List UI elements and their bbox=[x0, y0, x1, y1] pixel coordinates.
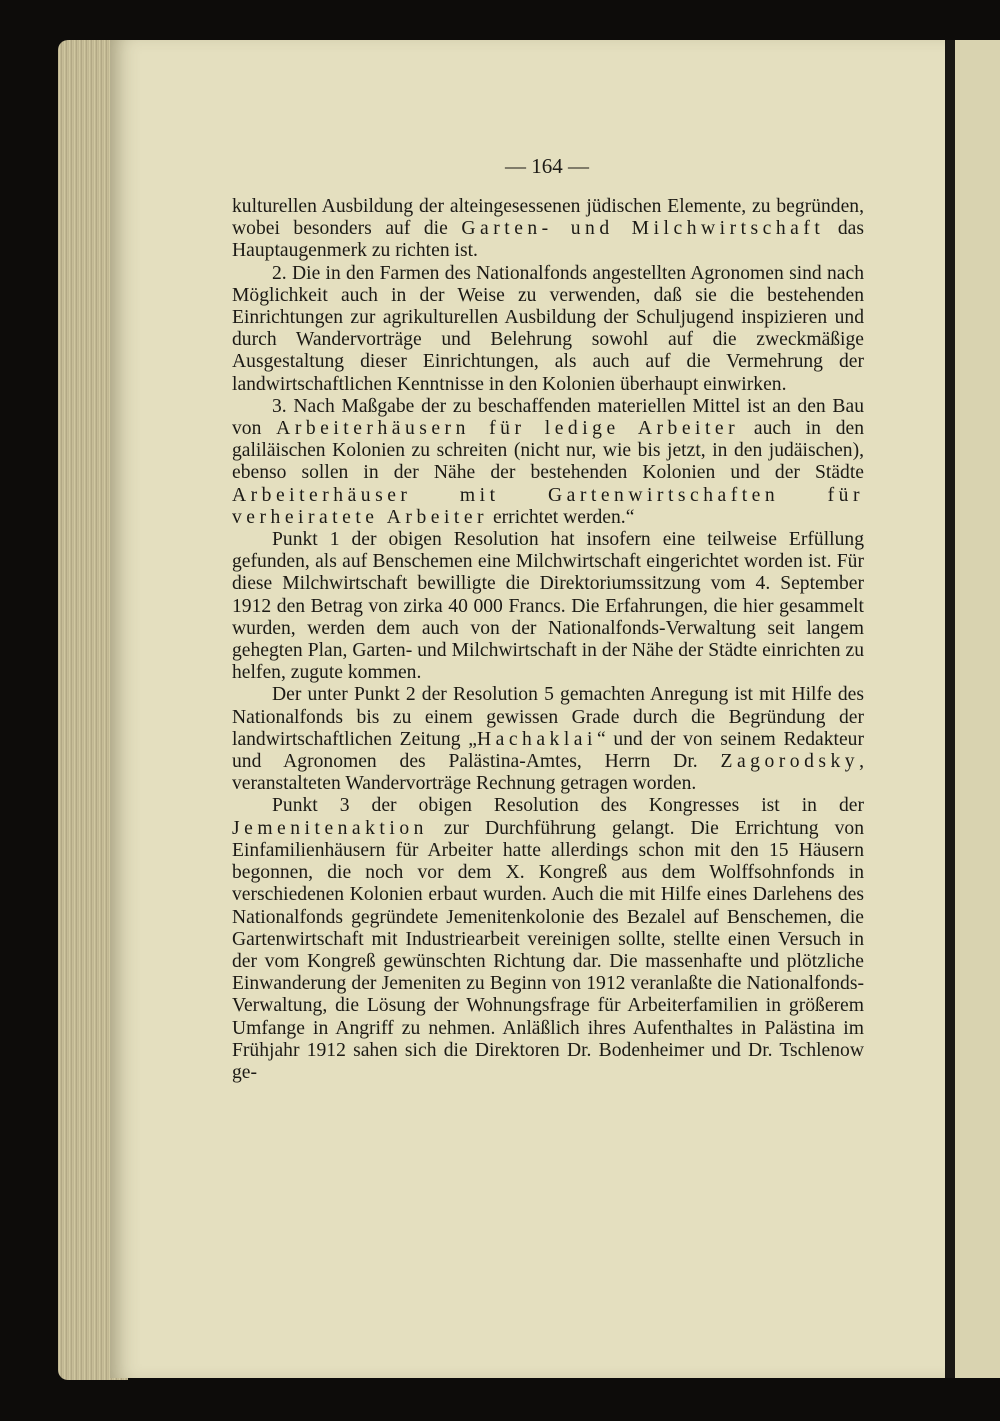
spaced-emphasis: Garten- und Milchwirtschaft bbox=[461, 218, 825, 240]
paragraph bbox=[232, 795, 864, 1084]
book-gutter bbox=[945, 40, 955, 1378]
spaced-emphasis: Zagorodsky bbox=[720, 751, 860, 773]
text-run: 3. Nach Maßgabe der zu beschaffenden materiellen Mittel ist an den Bau von bbox=[232, 395, 864, 440]
paragraph bbox=[232, 263, 864, 396]
facing-page-edge bbox=[955, 40, 1000, 1378]
spaced-emphasis: Hachaklai bbox=[477, 728, 597, 750]
paragraph bbox=[232, 684, 864, 795]
paragraph bbox=[232, 529, 864, 684]
spaced-emphasis: Arbeiterhäusern für ledige Arbeiter bbox=[276, 418, 740, 440]
text-run: errichtet werden.“ bbox=[488, 506, 635, 528]
text-run: Punkt 3 der obigen Resolution des Kongresses ist in der bbox=[272, 795, 864, 817]
paragraph bbox=[232, 396, 864, 529]
spaced-emphasis: Arbeiterhäuser mit Gartenwirtschaften für verheiratete Arbeiter bbox=[232, 484, 864, 528]
text-run: “ und der von seinem Redakteur und Agronomen des Palästina-Amtes, Herrn Dr. bbox=[232, 728, 864, 773]
text-run: auch in den galiläischen Kolonien zu schreiten (nicht nur, wie bis jetzt, in den judäischen), ebenso sollen in der Nähe der bestehenden Kolonien und der Städte bbox=[232, 418, 864, 484]
text-run: kulturellen Ausbildung der alteingesessenen jüdischen Elemente, zu begründen, wobei besonders auf die bbox=[232, 196, 864, 240]
text-run: Punkt 1 der obigen Resolution hat insofern eine teilweise Erfüllung gefunden, als auf Benschemen eine Milchwirtschaft eingerichtet worden ist. Für diese Milchwirtschaft bewilligte die Direktoriumssitzung vom 4. September 1912 den Betrag von zirka 40 000 Francs. Die Erfahrungen, die hier gesammelt wurden, werden dem auch von der Nationalfonds-Verwaltung seit langem gehegten Plan, Garten- und Milchwirtschaft in der Nähe der Städte einrichten zu helfen, zugute kommen. bbox=[232, 529, 864, 684]
text-run: , veranstalteten Wandervorträge Rechnung getragen worden. bbox=[232, 751, 864, 795]
spaced-emphasis: Jemenitenaktion bbox=[232, 817, 428, 839]
text-run: 2. Die in den Farmen des Nationalfonds angestellten Agronomen sind nach Möglichkeit auch in der Weise zu verwenden, daß sie die bestehenden Einrichtungen zur agrikulturellen Ausbildung der Schuljugend inspizieren und durch Wandervorträge und Belehrung sowohl auf die zweckmäßige Ausgestaltung dieser Einrichtungen, als auch auf die Vermehrung der landwirtschaftlichen Kenntnisse in den Kolonien überhaupt einwirken. bbox=[232, 262, 864, 395]
paragraph bbox=[232, 196, 864, 263]
page-number: — 164 — bbox=[505, 154, 589, 178]
text-run: Der unter Punkt 2 der Resolution 5 gemachten Anregung ist mit Hilfe des Nationalfonds bis zu einem gewissen Grade durch die Begründung der landwirtschaftlichen Zeitung „ bbox=[232, 684, 864, 750]
text-run: zur Durchführung gelangt. Die Errichtung von Einfamilienhäusern für Arbeiter hatte allerdings schon mit den 15 Häusern begonnen, die noch vor dem X. Kongreß aus dem Wolffsohnfonds in verschiedenen Kolonien erbaut wurden. Auch die mit Hilfe eines Darlehens des Nationalfonds gegründete Jemenitenkolonie des Bezalel auf Benschemen, die Gartenwirtschaft mit Industriearbeit vereinigen sollte, stellte einen Versuch in der vom Kongreß gewünschten Richtung dar. Die massenhafte und plötzliche Einwanderung der Jemeniten zu Beginn von 1912 veranlaßte die Nationalfonds-Verwaltung, die Lösung der Wohnungsfrage für Arbeiterfamilien in größerem Umfange in Angriff zu nehmen. Anläßlich ihres Aufenthaltes in Palästina im Frühjahr 1912 sahen sich die Direktoren Dr. Bodenheimer und Dr. Tschlenow ge- bbox=[232, 817, 864, 1083]
body-text bbox=[232, 196, 864, 1084]
text-run: das Hauptaugenmerk zu richten ist. bbox=[232, 218, 865, 262]
